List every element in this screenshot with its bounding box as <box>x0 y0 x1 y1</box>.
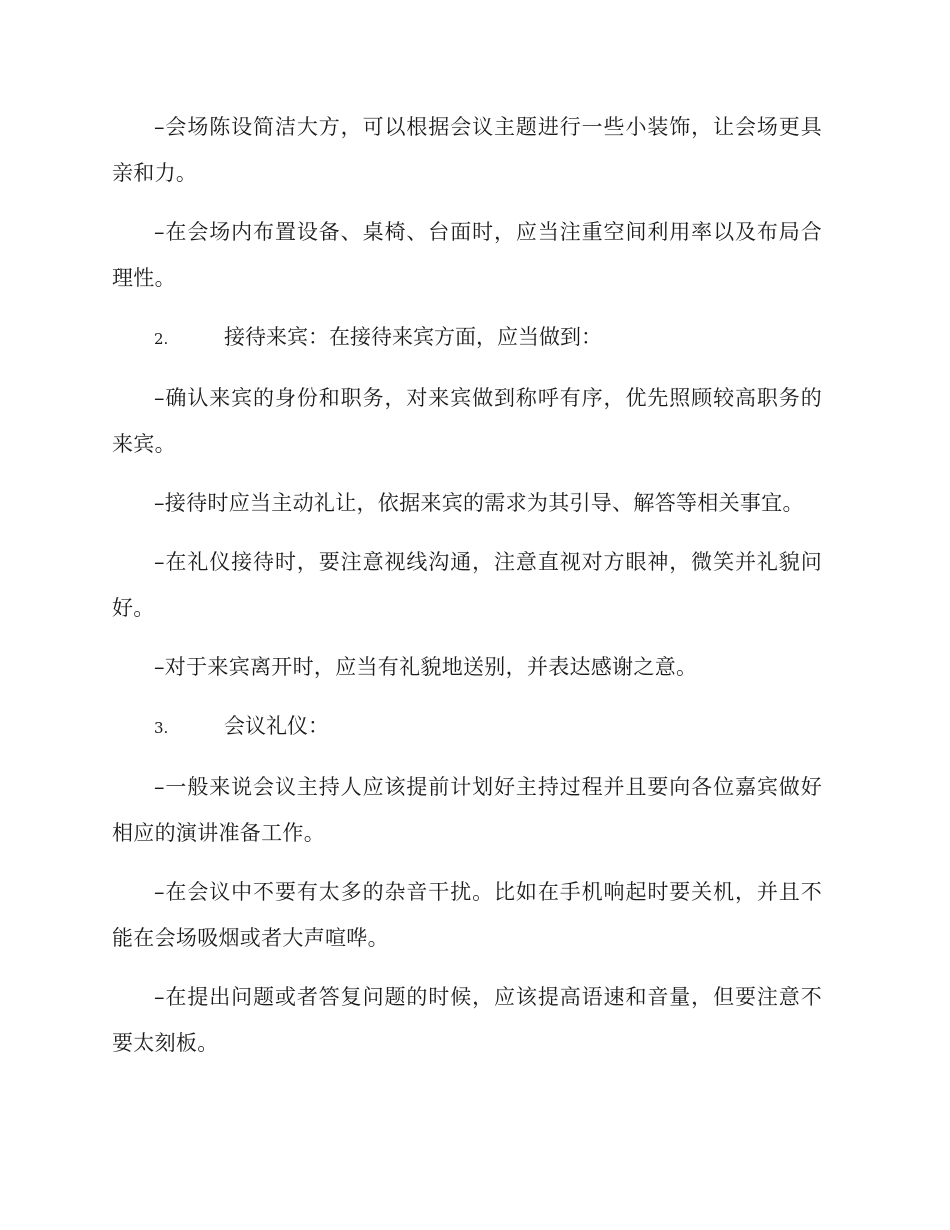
section-number: 3. <box>154 719 169 737</box>
paragraph-farewell: –对于来宾离开时，应当有礼貌地送别，并表达感谢之意。 <box>154 655 698 679</box>
paragraph-guest-courtesy: –接待时应当主动礼让，依据来宾的需求为其引导、解答等相关事宜。 <box>154 491 804 515</box>
paragraph-questions: –在提出问题或者答复问题的时候，应该提高语速和音量，但要注意不要太刻板。 <box>112 985 822 1055</box>
paragraph-eye-contact: –在礼仪接待时，要注意视线沟通，注意直视对方眼神，微笑并礼貌问好。 <box>112 550 822 620</box>
section-heading-meeting-etiquette <box>112 703 822 751</box>
paragraph-venue-layout: –在会场内布置设备、桌椅、台面时，应当注重空间利用率以及布局合理性。 <box>112 220 822 290</box>
paragraph-venue-decoration: –会场陈设简洁大方，可以根据会议主题进行一些小装饰，让会场更具亲和力。 <box>112 115 822 185</box>
paragraph-noise: –在会议中不要有太多的杂音干扰。比如在手机响起时要关机，并且不能在会场吸烟或者大声喧哗。 <box>112 880 822 950</box>
paragraph-host-preparation: –一般来说会议主持人应该提前计划好主持过程并且要向各位嘉宾做好相应的演讲准备工作。 <box>112 775 822 845</box>
section-heading-text: 会议礼仪： <box>224 714 329 738</box>
paragraph-guest-identity: –确认来宾的身份和职务，对来宾做到称呼有序，优先照顾较高职务的来宾。 <box>112 386 822 456</box>
section-number: 2. <box>154 330 169 348</box>
document-body <box>112 104 822 1079</box>
section-heading-text: 接待来宾：在接待来宾方面，应当做到： <box>224 325 602 349</box>
section-heading-reception <box>112 314 822 362</box>
